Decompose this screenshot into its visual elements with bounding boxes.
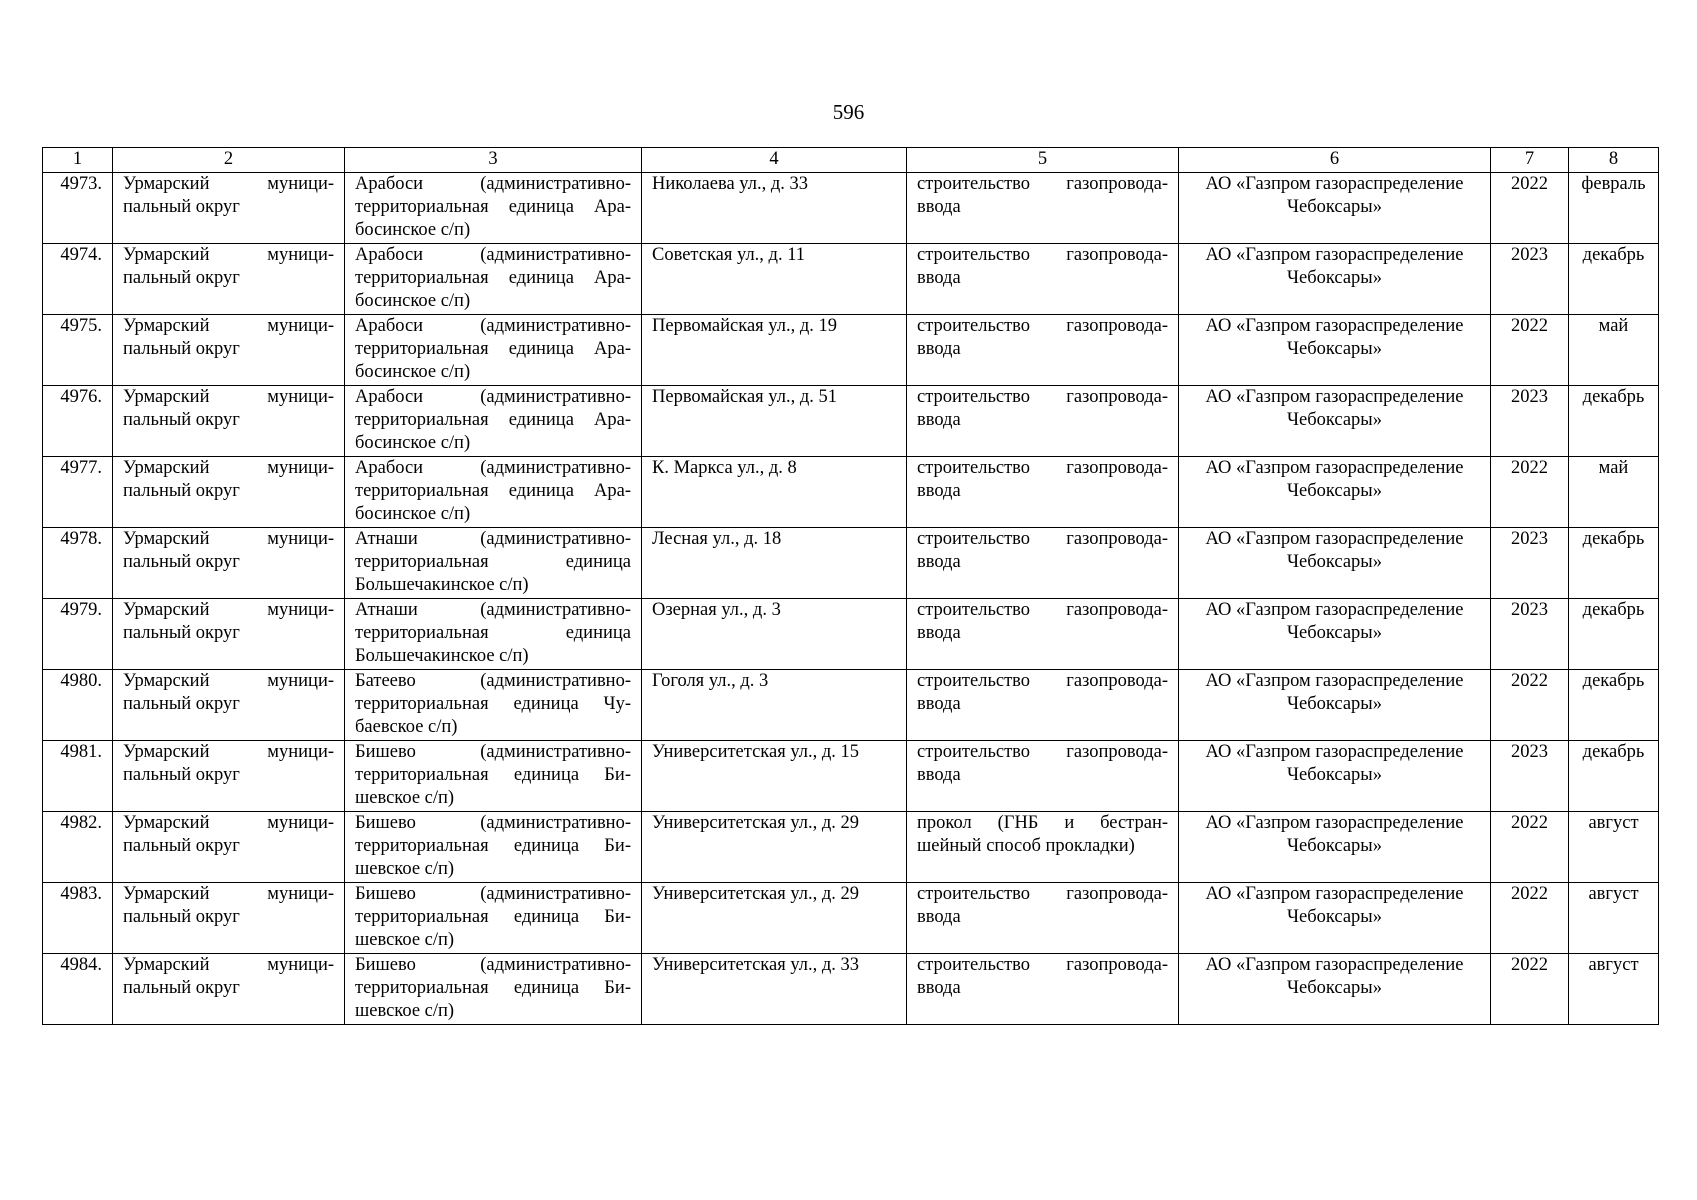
cell-text-line: Бишево (административно- bbox=[355, 884, 631, 904]
settlement-cell bbox=[345, 741, 642, 812]
settlement-cell bbox=[345, 599, 642, 670]
table-row bbox=[43, 386, 1659, 457]
cell-text-line: Бишево (административно- bbox=[355, 955, 631, 975]
cell-text-line: Урмарский муници- bbox=[123, 245, 334, 265]
work-type-cell bbox=[907, 315, 1179, 386]
work-type-cell bbox=[907, 528, 1179, 599]
row-number-cell: 4981. bbox=[43, 741, 113, 812]
cell-text-line: ввода bbox=[917, 410, 961, 430]
cell-text-line: пальный округ bbox=[123, 907, 240, 927]
address-cell: Лесная ул., д. 18 bbox=[642, 528, 907, 599]
cell-text-line: пальный округ bbox=[123, 339, 240, 359]
column-header: 7 bbox=[1491, 148, 1569, 173]
column-header: 3 bbox=[345, 148, 642, 173]
organization-cell bbox=[1179, 599, 1491, 670]
cell-text-line: строительство газопровода- bbox=[917, 742, 1168, 762]
cell-text-line: Урмарский муници- bbox=[123, 600, 334, 620]
cell-text-line: пальный округ bbox=[123, 410, 240, 430]
table-row bbox=[43, 315, 1659, 386]
row-number-cell: 4984. bbox=[43, 954, 113, 1025]
cell-text-line: Чебоксары» bbox=[1286, 552, 1382, 572]
address-cell: Университетская ул., д. 29 bbox=[642, 883, 907, 954]
cell-text-line: Урмарский муници- bbox=[123, 458, 334, 478]
cell-text-line: АО «Газпром газораспределение bbox=[1205, 387, 1464, 407]
cell-text-line: Чебоксары» bbox=[1286, 481, 1382, 501]
cell-text-line: Чебоксары» bbox=[1286, 197, 1382, 217]
cell-text-line: Чебоксары» bbox=[1286, 694, 1382, 714]
cell-text-line: Арабоси (административно- bbox=[355, 245, 631, 265]
cell-text-line: строительство газопровода- bbox=[917, 884, 1168, 904]
address-cell: Первомайская ул., д. 51 bbox=[642, 386, 907, 457]
district-cell bbox=[113, 741, 345, 812]
district-cell bbox=[113, 599, 345, 670]
cell-text-line: территориальная единица Би- bbox=[355, 907, 631, 927]
table-row bbox=[43, 244, 1659, 315]
cell-text-line: территориальная единица Би- bbox=[355, 836, 631, 856]
cell-text-line: АО «Газпром газораспределение bbox=[1205, 245, 1464, 265]
cell-text-line: ввода bbox=[917, 339, 961, 359]
cell-text-line: ввода bbox=[917, 481, 961, 501]
district-cell bbox=[113, 954, 345, 1025]
cell-text-line: АО «Газпром газораспределение bbox=[1205, 884, 1464, 904]
cell-text-line: Большечакинское с/п) bbox=[355, 646, 529, 666]
cell-text-line: шевское с/п) bbox=[355, 788, 455, 808]
cell-text-line: территориальная единица Ара- bbox=[355, 481, 631, 501]
month-cell: август bbox=[1569, 954, 1659, 1025]
cell-text-line: территориальная единица Чу- bbox=[355, 694, 631, 714]
cell-text-line: территориальная единица bbox=[355, 623, 631, 643]
cell-text-line: босинское с/п) bbox=[355, 504, 471, 524]
cell-text-line: Урмарский муници- bbox=[123, 813, 334, 833]
month-cell: февраль bbox=[1569, 173, 1659, 244]
district-cell bbox=[113, 315, 345, 386]
address-cell: Гоголя ул., д. 3 bbox=[642, 670, 907, 741]
cell-text-line: АО «Газпром газораспределение bbox=[1205, 742, 1464, 762]
row-number-cell: 4982. bbox=[43, 812, 113, 883]
cell-text-line: пальный округ bbox=[123, 481, 240, 501]
month-cell: декабрь bbox=[1569, 244, 1659, 315]
work-type-cell bbox=[907, 670, 1179, 741]
organization-cell bbox=[1179, 741, 1491, 812]
column-header: 8 bbox=[1569, 148, 1659, 173]
month-cell: май bbox=[1569, 315, 1659, 386]
month-cell: декабрь bbox=[1569, 670, 1659, 741]
district-cell bbox=[113, 883, 345, 954]
organization-cell bbox=[1179, 315, 1491, 386]
cell-text-line: ввода bbox=[917, 694, 961, 714]
cell-text-line: Атнаши (административно- bbox=[355, 600, 631, 620]
month-cell: декабрь bbox=[1569, 599, 1659, 670]
work-type-cell bbox=[907, 954, 1179, 1025]
cell-text-line: строительство газопровода- bbox=[917, 671, 1168, 691]
table-row bbox=[43, 670, 1659, 741]
settlement-cell bbox=[345, 670, 642, 741]
cell-text-line: Урмарский муници- bbox=[123, 884, 334, 904]
cell-text-line: АО «Газпром газораспределение bbox=[1205, 529, 1464, 549]
address-cell: Университетская ул., д. 29 bbox=[642, 812, 907, 883]
address-cell: Советская ул., д. 11 bbox=[642, 244, 907, 315]
month-cell: август bbox=[1569, 883, 1659, 954]
cell-text-line: строительство газопровода- bbox=[917, 600, 1168, 620]
cell-text-line: босинское с/п) bbox=[355, 291, 471, 311]
cell-text-line: Чебоксары» bbox=[1286, 268, 1382, 288]
settlement-cell bbox=[345, 173, 642, 244]
year-cell: 2022 bbox=[1491, 173, 1569, 244]
cell-text-line: Арабоси (административно- bbox=[355, 316, 631, 336]
address-cell: Первомайская ул., д. 19 bbox=[642, 315, 907, 386]
cell-text-line: Чебоксары» bbox=[1286, 907, 1382, 927]
organization-cell bbox=[1179, 244, 1491, 315]
address-cell: Университетская ул., д. 15 bbox=[642, 741, 907, 812]
page-number: 596 bbox=[832, 100, 865, 124]
work-type-cell bbox=[907, 741, 1179, 812]
cell-text-line: босинское с/п) bbox=[355, 433, 471, 453]
cell-text-line: шевское с/п) bbox=[355, 930, 455, 950]
table-row bbox=[43, 954, 1659, 1025]
column-header: 2 bbox=[113, 148, 345, 173]
cell-text-line: территориальная единица Ара- bbox=[355, 339, 631, 359]
cell-text-line: Чебоксары» bbox=[1286, 339, 1382, 359]
cell-text-line: баевское с/п) bbox=[355, 717, 458, 737]
column-number-header-row bbox=[43, 148, 1659, 173]
month-cell: декабрь bbox=[1569, 528, 1659, 599]
work-type-cell bbox=[907, 599, 1179, 670]
cell-text-line: территориальная единица Ара- bbox=[355, 268, 631, 288]
cell-text-line: Урмарский муници- bbox=[123, 955, 334, 975]
cell-text-line: Урмарский муници- bbox=[123, 742, 334, 762]
cell-text-line: ввода bbox=[917, 268, 961, 288]
settlement-cell bbox=[345, 244, 642, 315]
month-cell: август bbox=[1569, 812, 1659, 883]
work-type-cell bbox=[907, 244, 1179, 315]
cell-text-line: босинское с/п) bbox=[355, 220, 471, 240]
cell-text-line: АО «Газпром газораспределение bbox=[1205, 813, 1464, 833]
cell-text-line: пальный округ bbox=[123, 836, 240, 856]
cell-text-line: ввода bbox=[917, 765, 961, 785]
cell-text-line: Урмарский муници- bbox=[123, 387, 334, 407]
cell-text-line: Урмарский муници- bbox=[123, 671, 334, 691]
cell-text-line: ввода bbox=[917, 552, 961, 572]
cell-text-line: АО «Газпром газораспределение bbox=[1205, 174, 1464, 194]
year-cell: 2023 bbox=[1491, 599, 1569, 670]
organization-cell bbox=[1179, 528, 1491, 599]
work-type-cell bbox=[907, 457, 1179, 528]
settlement-cell bbox=[345, 528, 642, 599]
cell-text-line: Арабоси (административно- bbox=[355, 458, 631, 478]
organization-cell bbox=[1179, 670, 1491, 741]
row-number-cell: 4974. bbox=[43, 244, 113, 315]
cell-text-line: Чебоксары» bbox=[1286, 836, 1382, 856]
cell-text-line: АО «Газпром газораспределение bbox=[1205, 955, 1464, 975]
address-cell: К. Маркса ул., д. 8 bbox=[642, 457, 907, 528]
cell-text-line: строительство газопровода- bbox=[917, 174, 1168, 194]
organization-cell bbox=[1179, 883, 1491, 954]
cell-text-line: Урмарский муници- bbox=[123, 316, 334, 336]
gas-pipeline-register-table bbox=[42, 147, 1659, 1025]
cell-text-line: пальный округ bbox=[123, 978, 240, 998]
cell-text-line: строительство газопровода- bbox=[917, 245, 1168, 265]
column-header: 6 bbox=[1179, 148, 1491, 173]
cell-text-line: Большечакинское с/п) bbox=[355, 575, 529, 595]
cell-text-line: прокол (ГНБ и бестран- bbox=[917, 813, 1168, 833]
row-number-cell: 4979. bbox=[43, 599, 113, 670]
year-cell: 2022 bbox=[1491, 315, 1569, 386]
cell-text-line: пальный округ bbox=[123, 552, 240, 572]
year-cell: 2022 bbox=[1491, 812, 1569, 883]
district-cell bbox=[113, 670, 345, 741]
table-row bbox=[43, 457, 1659, 528]
district-cell bbox=[113, 386, 345, 457]
district-cell bbox=[113, 173, 345, 244]
cell-text-line: Бишево (административно- bbox=[355, 813, 631, 833]
cell-text-line: шевское с/п) bbox=[355, 1001, 455, 1021]
table-body bbox=[43, 148, 1659, 1025]
year-cell: 2023 bbox=[1491, 386, 1569, 457]
table-row bbox=[43, 599, 1659, 670]
settlement-cell bbox=[345, 954, 642, 1025]
cell-text-line: Урмарский муници- bbox=[123, 174, 334, 194]
column-header: 1 bbox=[43, 148, 113, 173]
district-cell bbox=[113, 244, 345, 315]
cell-text-line: ввода bbox=[917, 907, 961, 927]
year-cell: 2022 bbox=[1491, 954, 1569, 1025]
cell-text-line: Бишево (административно- bbox=[355, 742, 631, 762]
row-number-cell: 4975. bbox=[43, 315, 113, 386]
row-number-cell: 4973. bbox=[43, 173, 113, 244]
cell-text-line: АО «Газпром газораспределение bbox=[1205, 600, 1464, 620]
cell-text-line: территориальная единица Ара- bbox=[355, 197, 631, 217]
year-cell: 2022 bbox=[1491, 670, 1569, 741]
cell-text-line: пальный округ bbox=[123, 623, 240, 643]
organization-cell bbox=[1179, 812, 1491, 883]
row-number-cell: 4977. bbox=[43, 457, 113, 528]
table-row bbox=[43, 812, 1659, 883]
address-cell: Озерная ул., д. 3 bbox=[642, 599, 907, 670]
organization-cell bbox=[1179, 386, 1491, 457]
row-number-cell: 4980. bbox=[43, 670, 113, 741]
address-cell: Университетская ул., д. 33 bbox=[642, 954, 907, 1025]
cell-text-line: территориальная единица bbox=[355, 552, 631, 572]
cell-text-line: босинское с/п) bbox=[355, 362, 471, 382]
row-number-cell: 4976. bbox=[43, 386, 113, 457]
year-cell: 2023 bbox=[1491, 741, 1569, 812]
cell-text-line: шейный способ прокладки) bbox=[917, 836, 1135, 856]
settlement-cell bbox=[345, 812, 642, 883]
cell-text-line: АО «Газпром газораспределение bbox=[1205, 458, 1464, 478]
work-type-cell bbox=[907, 883, 1179, 954]
year-cell: 2023 bbox=[1491, 528, 1569, 599]
column-header: 5 bbox=[907, 148, 1179, 173]
cell-text-line: Чебоксары» bbox=[1286, 623, 1382, 643]
district-cell bbox=[113, 528, 345, 599]
month-cell: май bbox=[1569, 457, 1659, 528]
table-row bbox=[43, 741, 1659, 812]
settlement-cell bbox=[345, 315, 642, 386]
cell-text-line: Чебоксары» bbox=[1286, 410, 1382, 430]
organization-cell bbox=[1179, 173, 1491, 244]
month-cell: декабрь bbox=[1569, 386, 1659, 457]
cell-text-line: Атнаши (административно- bbox=[355, 529, 631, 549]
cell-text-line: Арабоси (административно- bbox=[355, 174, 631, 194]
cell-text-line: пальный округ bbox=[123, 694, 240, 714]
table-row bbox=[43, 883, 1659, 954]
organization-cell bbox=[1179, 457, 1491, 528]
cell-text-line: Чебоксары» bbox=[1286, 978, 1382, 998]
cell-text-line: строительство газопровода- bbox=[917, 458, 1168, 478]
organization-cell bbox=[1179, 954, 1491, 1025]
table-row bbox=[43, 173, 1659, 244]
work-type-cell bbox=[907, 812, 1179, 883]
year-cell: 2022 bbox=[1491, 883, 1569, 954]
cell-text-line: Арабоси (административно- bbox=[355, 387, 631, 407]
cell-text-line: Урмарский муници- bbox=[123, 529, 334, 549]
address-cell: Николаева ул., д. 33 bbox=[642, 173, 907, 244]
column-header: 4 bbox=[642, 148, 907, 173]
district-cell bbox=[113, 457, 345, 528]
work-type-cell bbox=[907, 386, 1179, 457]
cell-text-line: территориальная единица Би- bbox=[355, 978, 631, 998]
cell-text-line: территориальная единица Ара- bbox=[355, 410, 631, 430]
row-number-cell: 4978. bbox=[43, 528, 113, 599]
settlement-cell bbox=[345, 883, 642, 954]
cell-text-line: шевское с/п) bbox=[355, 859, 455, 879]
cell-text-line: АО «Газпром газораспределение bbox=[1205, 671, 1464, 691]
work-type-cell bbox=[907, 173, 1179, 244]
cell-text-line: ввода bbox=[917, 197, 961, 217]
cell-text-line: пальный округ bbox=[123, 268, 240, 288]
cell-text-line: Чебоксары» bbox=[1286, 765, 1382, 785]
cell-text-line: Батеево (административно- bbox=[355, 671, 631, 691]
cell-text-line: строительство газопровода- bbox=[917, 387, 1168, 407]
cell-text-line: пальный округ bbox=[123, 197, 240, 217]
district-cell bbox=[113, 812, 345, 883]
cell-text-line: пальный округ bbox=[123, 765, 240, 785]
cell-text-line: строительство газопровода- bbox=[917, 316, 1168, 336]
cell-text-line: строительство газопровода- bbox=[917, 529, 1168, 549]
month-cell: декабрь bbox=[1569, 741, 1659, 812]
row-number-cell: 4983. bbox=[43, 883, 113, 954]
cell-text-line: строительство газопровода- bbox=[917, 955, 1168, 975]
settlement-cell bbox=[345, 386, 642, 457]
table-row bbox=[43, 528, 1659, 599]
cell-text-line: ввода bbox=[917, 623, 961, 643]
year-cell: 2022 bbox=[1491, 457, 1569, 528]
cell-text-line: ввода bbox=[917, 978, 961, 998]
cell-text-line: территориальная единица Би- bbox=[355, 765, 631, 785]
year-cell: 2023 bbox=[1491, 244, 1569, 315]
settlement-cell bbox=[345, 457, 642, 528]
cell-text-line: АО «Газпром газораспределение bbox=[1205, 316, 1464, 336]
